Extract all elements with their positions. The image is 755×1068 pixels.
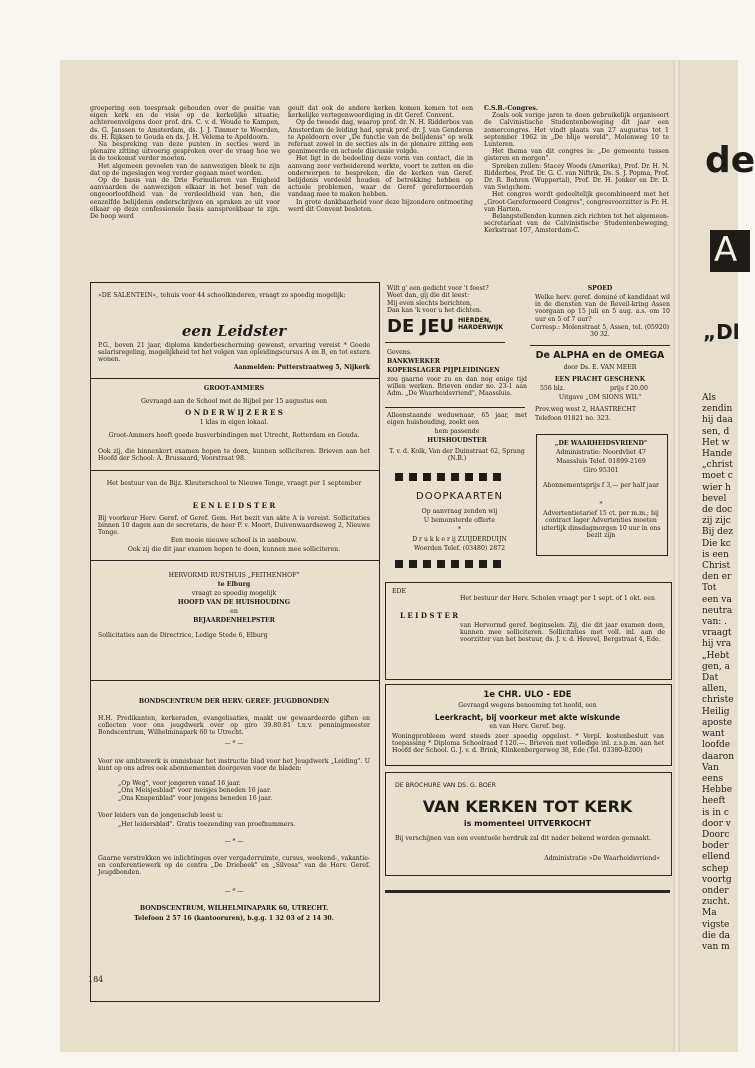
alpha-price: prijs f 20.00	[610, 385, 648, 392]
paragraph: Zoals ook vorige jaren te doen gebruikelijk organiseert de Calvinistische Studentenbeweging dit jaar een zomercongres. Het vindt plaats van 27 augustus tot 1 september 1962 in „De blije wereld", Molenweg 10 te Lunteren.	[484, 112, 669, 149]
spoed-body: Welke herv. geref. dominé of kandidaat wil in de diensten van de Reveil-kring Assen voorgaan op 15 juli en 5 aug. a.s. om 10 uur en 5 of 7 uur?	[535, 294, 670, 323]
text-line: want	[702, 729, 725, 740]
bank-title: BANKWERKER	[387, 358, 440, 365]
paragraph: Op de basis van de Drie Formulieren van Enigheid aanvaarden de aanwezigen elkaar in het besef van de ongeoorloofdheid van de verdeeldheid van hen, die eenzelfde belijdenis onderschrijven en spraken ze uit voor elkaar op deze confessionele basis aanspreekbaar te zijn. De hoop werd	[90, 177, 280, 221]
adjacent-quote-fragment: „Dl	[703, 320, 740, 344]
paragraph: Het algemeen gevoelen van de aanwezigen bleek te zijn dat op de ingeslagen weg verder gegaan moet worden.	[90, 162, 280, 177]
list-item: „Ons Meisjesblad" voor meisjes beneden 16 jaar.	[118, 787, 272, 795]
ede-body: van Hervormd geref. beginselen. Zij, die dit jaar examen doen, kunnen mee solliciteren. Sollicitaties met voll. inl. aan de voorzitter van het bestuur, ds. J. v. d. Heuvel, Bergstraat 4, Ede.	[460, 622, 665, 644]
widower-title: hem passende	[434, 428, 480, 435]
doop-telephone: Woerden Telef. (03480) 2872	[413, 545, 506, 552]
text-line: boder	[702, 841, 729, 852]
adjacent-letter-fragment: A	[714, 230, 738, 270]
bonds-paragraph-1: H.H. Predikanten, kerkeraden, evangelisaties, maakt uw gewaardeerde giften en collecten voor ons jeugdwerk over op giro 39.80.81 t.n.v. penningmeester Bondscentrum, Wilhelminapark 60 te Utrecht.	[98, 715, 370, 737]
text-line: aposte	[702, 717, 733, 728]
feith-heading: HERVORMD RUSTHUIS „FEITHENHOF"	[168, 572, 300, 579]
groot-sub: Gevraagd aan de School met de Bijbel per 15 augustus een	[140, 398, 328, 405]
text-line: zij zijc	[702, 516, 731, 527]
bonds-address: BONDSCENTRUM, WILHELMINAPARK 60, UTRECHT.	[139, 905, 329, 912]
groot-title: O N D E R W IJ Z E R E S	[185, 408, 283, 417]
brochure-heading: DE BROCHURE VAN DS. G. BOER	[395, 782, 496, 789]
text-line: „christ	[702, 460, 733, 471]
text-line: den er	[702, 572, 732, 583]
bonds-heading: BONDSCENTRUM DER HERV. GEREF. JEUGDBONDEN	[138, 698, 330, 705]
adjacent-text-column	[702, 393, 734, 953]
bonds-paragraph-3: Voor leiders van de jongensclub leest u:	[98, 812, 224, 819]
text-line: sen, d	[702, 426, 730, 437]
text-line: gen, a	[702, 661, 730, 672]
jeu-place-2: HARDERWIJK	[458, 324, 504, 332]
doop-star: *	[457, 526, 462, 533]
alpha-telephone: Telefoon 01821 no. 323.	[535, 415, 611, 422]
text-line: wier h	[702, 482, 731, 493]
text-line: Doorc	[702, 829, 730, 840]
paragraph: Belangstellenden kunnen zich richten tot het algemeen-secretariaat van de Calvinistische Studentenbeweging, Kerkstraat 107, Amsterdam-C.	[484, 213, 669, 235]
alpha-pages: 556 blz.	[540, 385, 565, 392]
text-line: christe	[702, 695, 734, 706]
text-line: zucht.	[702, 897, 730, 908]
wv-subscription: Abonnementsprijs f 3,— per half jaar	[543, 482, 659, 489]
wv-line-1: Administratie: Noordvliet 47	[556, 449, 646, 456]
text-line: Tot	[702, 583, 717, 594]
text-line: de doc	[702, 505, 733, 516]
text-line: Van	[702, 762, 719, 773]
text-line: schep	[702, 863, 729, 874]
bank-body: zou gaarne voor zu en dan nog enige tijd willen werken. Brieven onder no. 23-1 aan Adm. „De Waarheidsvriend", Maassluis.	[387, 376, 527, 398]
wv-line-3: Giro 95301	[583, 467, 619, 474]
text-line: Hebbe	[702, 785, 733, 796]
wv-star: *	[599, 501, 603, 508]
alpha-publisher: Uitgave „OM SIONS WIL"	[558, 394, 642, 401]
ulo-title: 1e CHR. ULO - EDE	[483, 690, 572, 700]
divider	[385, 342, 505, 343]
bank-sub: KOPERSLAGER PIJPLEIDINGEN	[387, 367, 500, 374]
text-line: „Hebt	[702, 650, 730, 661]
separator-mark: — * —	[224, 740, 244, 747]
widower-body: Alleenstaande weduwnaar, 65 jaar, met eigen huishouding, zoekt een	[387, 412, 527, 427]
divider	[90, 560, 380, 561]
divider	[385, 407, 525, 408]
ulo-role: Leerkracht, bij voorkeur met akte wiskunde	[434, 713, 621, 722]
ulo-body: Woningprobleem werd steeds zeer spoedig opgelost. * Verpl. kostenbesluit van toepassing * Diploma Schoolraad f 120.—. Brieven met volledige inl. z.s.p.m. aan het Hoofd der School. G. J. v. d. Brink, Klinkenbergerweg 38, Ede (Tel. 03380-8200)	[392, 733, 664, 755]
jeu-place	[458, 317, 503, 332]
feith-place: te Elburg	[217, 581, 251, 588]
book-gutter	[673, 60, 680, 1052]
poem-line: Weet dan, gij die dit leest:	[387, 292, 470, 300]
paragraph: Het ligt in de bedoeling deze vorm van contact, die in aanvang zeer verheiderend werkte, voort te zetten en die onderwerpen te bespreken, die de kerken van Geref. belijdenis verdeeld houden of betrekking hebben op actuele problemen, waar de Geref gereformeerden vandaag mee te maken hebben.	[288, 155, 473, 199]
doop-printer: D r u k k e r ij ZUIJDERDUIJN	[412, 536, 507, 543]
widower-contact: T. v. d. Kolk, Van der Duinstraat 62, Sprang (N.B.)	[389, 448, 525, 463]
divider	[90, 378, 380, 379]
text-line: onder	[702, 885, 729, 896]
text-line: is in c	[702, 807, 729, 818]
paragraph: geuit dat ook de andere kerken komen komen tot een kerkelijke vertegenwoordiging in dit Geref. Convent.	[288, 105, 473, 120]
text-line: van m	[702, 941, 730, 952]
bonds-paragraph-4: Gaarne verstrekken we inlichtingen over vergaderruimte, cursus, weekend-, vakantie- en conferentiewerk op de centra „De Driebeek" en „Silvosa" van de Herv. Geref. Jeugdbonden.	[98, 855, 370, 877]
text-line: vraagt	[702, 628, 732, 639]
tonge-note-2: Ook zij die dit jaar examen hopen te doen, kunnen mee solliciteren.	[127, 546, 341, 553]
separator-mark: — * —	[224, 838, 244, 845]
text-line: Het w	[702, 437, 730, 448]
groot-class: 1 klas in eigen lokaal.	[199, 419, 269, 426]
poem-line: Dan kan 'k voor u het dichten.	[387, 307, 482, 315]
feith-role-1: HOOFD VAN DE HUISHOUDING	[177, 599, 291, 606]
wv-title: „DE WAARHEIDSVRIEND"	[554, 440, 648, 447]
article-heading: C.S.B.-Congres.	[484, 105, 539, 112]
brochure-sub: is momenteel UITVERKOCHT	[463, 819, 592, 828]
feith-ask: vraagt zo spoedig mogelijk	[191, 590, 277, 597]
ulo-sub: Gevraagd wegens benoeming tot hoofd, een	[458, 702, 597, 709]
text-line: Hande	[702, 449, 733, 460]
text-line: Ma	[702, 908, 717, 919]
feith-contact: Sollicitaties aan de Directrice, Ledige Stede 6, Elburg	[98, 632, 268, 639]
text-line: voortg	[702, 874, 732, 885]
text-line: eens	[702, 773, 724, 784]
brochure-body: Bij verschijnen van een eventuele herdruk zal dit nader bekend worden gemaakt.	[395, 835, 651, 842]
newspaper-page	[60, 60, 673, 1052]
bonds-telephone: Telefoon 2 57 16 (kantooruren), b.g.g. 1 32 03 of 2 14 30.	[134, 915, 334, 922]
bottom-rule	[385, 890, 670, 893]
salentein-contact: Aanmelden: Putterstraatweg 5, Nijkerk	[233, 364, 370, 371]
salentein-body: P.G., boven 21 jaar, diploma kinderbescherming gewenst, ervaring vereist * Goede salarisregeling, mogelijkheid tot het volgen van opleidingscursus A en B, en tot extern wonen.	[98, 342, 370, 364]
alpha-address: Prov.weg west 2, HAASTRECHT	[535, 406, 637, 413]
spoed-contact: Corresp.: Molenstraat 5, Assen, tel. (05920) 30 32.	[530, 324, 670, 339]
poem-line: Mij even slechts berichten,	[387, 299, 472, 307]
groot-body: Groot-Ammers heeft goede busverbindingen met Utrecht, Rotterdam en Gouda.	[108, 432, 360, 439]
text-line: is een	[702, 549, 729, 560]
ornament-row	[395, 560, 501, 568]
text-line: die da	[702, 930, 730, 941]
adjacent-heading-fragment: de	[705, 140, 755, 181]
adjacent-page	[680, 60, 755, 1052]
text-line: Dat	[702, 673, 719, 684]
text-line: hij daa	[702, 415, 733, 426]
article-column-1	[90, 105, 280, 220]
tonge-note: Een mooie nieuwe school is in aanbouw.	[170, 537, 298, 544]
jeu-logo: DE JEU	[387, 316, 455, 337]
paragraph: Na bespreking van deze punten in secties werd in plenaire zitting uitvoerig gesproken over de vraag hoe we in de toekomst verder moeten.	[90, 141, 280, 163]
separator-mark: — * —	[224, 888, 244, 895]
text-line: hij vra	[702, 639, 732, 650]
divider	[90, 470, 380, 471]
bonds-list	[118, 780, 368, 802]
bank-heading: Gevens.	[387, 349, 412, 356]
text-line: neutra	[702, 605, 733, 616]
text-line: Die kc	[702, 538, 731, 549]
groot-heading: GROOT-AMMERS	[203, 385, 265, 392]
spoed-heading: SPOED	[587, 285, 613, 292]
groot-body-2: Ook zij, die binnenkort examen hopen te doen, kunnen solliciteren. Brieven aan het Hoofd der School: A. Brussaard, Voorstraat 98.	[98, 448, 370, 463]
text-line: allen,	[702, 684, 728, 695]
text-line: zendin	[702, 404, 733, 415]
article-column-3	[484, 105, 669, 235]
text-line: Christ	[702, 561, 731, 572]
doop-sub-1: Op aanvraag zenden wij	[421, 508, 498, 515]
salentein-title: een Leidster	[181, 322, 287, 340]
bonds-paragraph-3b: „Het leidersblad". Gratis toezending van proefnummers.	[118, 821, 296, 828]
paragraph: Op de tweede dag, waarop prof. dr. N. H. Ridderbos van Amsterdam de leiding had, sprak prof. dr. J. van Genderen te Apeldoorn over „De functie van de belijdenis" op welk referaat zowel in de secties als in de plenaire zitting een geanimeerde en actuele discussie volgde.	[288, 119, 473, 156]
text-line: heeft	[702, 796, 726, 807]
tonge-intro: Het bestuur van de Bijz. Kleuterschool te Nieuwe Tonge, vraagt per 1 september	[106, 480, 362, 487]
alpha-gift: EEN PRACHT GESCHENK	[554, 376, 646, 383]
bonds-paragraph-2: Voor uw ambtswerk is onmisbaar het instructie blad voor het Jeugdwerk „Leiding". U kunt op ons adres ook abonnementen doorgeven voor de bladen:	[98, 758, 370, 773]
text-line: van: .	[702, 617, 728, 628]
brochure-title: VAN KERKEN TOT KERK	[422, 797, 633, 816]
list-item: „Op Weg", voor jongeren vanaf 16 jaar.	[118, 780, 241, 787]
jeu-place-1: HIERDEN,	[458, 317, 492, 324]
tonge-body: Bij voorkeur Herv. Geref. of Geref. Gem. Het bezit van akte A is vereist. Sollicitaties binnen 10 dagen aan de secretaris, de heer P. v. Moort, Duivenwaardseweg 2, Nieuwe Tonge.	[98, 515, 370, 537]
ede-heading: EDE	[392, 588, 406, 595]
doop-sub-2: U bemonsterde offerte	[423, 517, 496, 524]
wv-line-2: Maassluis Telef. 01899-2169	[556, 458, 646, 465]
salentein-intro: »DE SALENTEIN«, tehuis voor 44 schoolkinderen, vraagt zo spoedig mogelijk:	[98, 292, 346, 299]
text-line: vigste	[702, 919, 730, 930]
article-column-2	[288, 105, 473, 213]
list-item: „Ons Knapenblad" voor jongens beneden 16 jaar.	[118, 794, 273, 802]
text-line: moet c	[702, 471, 733, 482]
text-line: Als	[702, 393, 716, 403]
ornament-row	[395, 473, 501, 481]
text-line: een va	[702, 594, 732, 605]
jeu-poem	[387, 285, 527, 315]
poem-line: Wilt g' een gedicht voor 't feest?	[387, 285, 489, 292]
text-line: ellend	[702, 852, 730, 863]
feith-en: en	[230, 608, 238, 615]
wv-advertising: Advertentietarief 15 ct. per m.m.; bij contract lager Advertenties moeten uiterlijk dinsdagmorgen 10 uur in ons bezit zijn	[541, 510, 661, 540]
text-line: Heilig	[702, 706, 730, 717]
ede-intro: Het bestuur der Herv. Scholen vraagt per 1 sept. of 1 okt. een	[460, 595, 655, 602]
alpha-title: De ALPHA en de OMEGA	[535, 350, 665, 361]
paragraph: Spreken zullen: Stacey Woods (Amerika), Prof. Dr. H. N. Ridderbos, Prof. Dr. G. C. van Niftrik, Ds. S. J. Popma, Prof. Dr. R. Bohren (Wuppertal), Prof. Dr. H. Jonker en Dr. D. van Swigchem.	[484, 162, 669, 192]
page-number: 184	[88, 975, 104, 984]
tonge-title: E E N L E I D S T E R	[192, 501, 276, 510]
paragraph: In grote dankbaarheid voor deze bijzondere ontmoeting werd dit Convent besloten.	[288, 198, 473, 213]
paragraph: Het congres wordt gedeeltelijk gecombineerd met het „Groot-Gereformeerd Congres", congresvoorzitter is Fr. H. van Harten.	[484, 191, 670, 213]
divider	[530, 345, 670, 346]
brochure-admin: Administratie »De Waarheidsvriend«	[544, 855, 660, 862]
doop-title: DOOPKAARTEN	[416, 491, 503, 502]
widower-title-2: HUISHOUDSTER	[427, 437, 487, 444]
text-line: daaron	[702, 751, 735, 762]
text-line: door v	[702, 818, 731, 829]
alpha-author: door Ds. E. VAN MEER	[563, 364, 637, 371]
ede-title: L E I D S T E R	[400, 611, 459, 620]
ulo-role-2: en van Herv. Geref. beg.	[489, 723, 566, 730]
paragraph: Het thema van dit congres is: „De gemeente tussen gisteren en morgen".	[484, 148, 669, 163]
paragraph: groepering een toespraak gehouden over de positie van eigen kerk en de visie op de kerkelijke situatie; achtereenvolgens door prof. drs. C. v. d. Woude te Kampen, ds. G. Janssen te Amsterdam, ds. J. J. Timmer te Woerden, ds. H. Rijksen te Gouda en ds. J. H. Velema te Apeldoorn.	[90, 105, 280, 141]
text-line: bevel	[702, 493, 727, 504]
feith-role-2: BEJAARDENHELPSTER	[193, 617, 275, 624]
text-line: Bij dez	[702, 527, 733, 538]
text-line: loofde	[702, 740, 731, 751]
